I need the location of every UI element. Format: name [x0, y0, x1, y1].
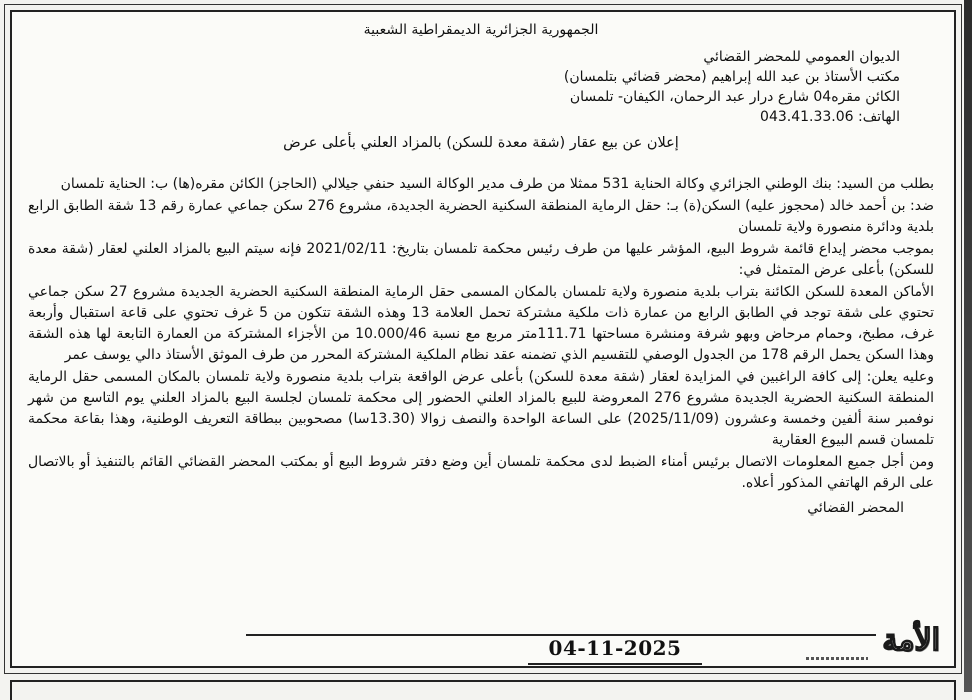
address-line: الكائن مقره04 شارع درار عبد الرحمان، الكيفان- تلمسان: [569, 89, 900, 105]
notice-content: [28, 20, 934, 519]
bailiff-line: مكتب الأستاذ بن عبد الله إبراهيم (محضر قضائي بتلمسان): [563, 69, 900, 85]
newspaper-logo-text: الأمة: [882, 623, 940, 658]
publication-date: 04-11-2025: [548, 636, 682, 660]
office-line: الديوان العمومي للمحضر القضائي: [703, 49, 900, 65]
announcement-title: إعلان عن بيع عقار (شقة معدة للسكن) بالمزاد العلني بأعلى عرض: [283, 135, 679, 151]
sale-basis-paragraph: بموجب محضر إيداع قائمة شروط البيع، المؤشر عليها من طرف رئيس محكمة تلمسان بتاريخ: 2021/02/11 فإنه سيتم البيع بالمزاد العلني لعقار (شقة معدة للسكن) بأعلى عرض المتمثل في:: [28, 241, 934, 278]
requester-paragraph: بطلب من السيد: بنك الوطني الجزائري وكالة الحناية 531 ممثلا من طرف مدير الوكالة السيد حنفي جيلالي (الحاجز) الكائن مقره(ها) ب: الحناية تلمسان: [60, 176, 934, 192]
phone-line: الهاتف: 043.41.33.06: [760, 109, 900, 125]
contact-paragraph: ومن أجل جميع المعلومات الاتصال برئيس أمناء الضبط لدى محكمة تلمسان أين وضع دفتر شروط البيع أو بمكتب المحضر القضائي القائم بالتنفيذ أو بالاتصال على الرقم الهاتفي المذكور أعلاه.: [28, 454, 934, 491]
auction-announcement-paragraph: وعليه يعلن: إلى كافة الراغبين في المزايدة لعقار (شقة معدة للسكن) بأعلى عرض الواقعة بتراب بلدية منصورة ولاية تلمسان بالمكان المسمى حقل الرماية المنطقة السكنية الحضرية الجديدة مشروع 276 المعروضة للبيع بالمزاد العلني الحضور إلى محكمة تلمسان لجلسة البيع بالمزاد العلني يوم التاسع من شهر نوفمبر سنة ألفين وخمسة وعشرون (2025/11/09) على الساعة الواحدة والنصف زوالا (13.30سا) مصحوبين ببطاقة التعريف الوطنية، وهذا بقاعة محكمة تلمسان قسم البيوع العقارية: [28, 369, 934, 448]
date-underline: [528, 663, 702, 665]
next-notice-box: [10, 680, 956, 700]
logo-tagline-mark: [806, 657, 868, 660]
defendant-paragraph: ضد: بن أحمد خالد (محجوز عليه) السكن(ة) بـ: حقل الرماية المنطقة السكنية الحضرية الجديدة، مشروع 276 سكن جماعي عمارة رقم 13 شقة الطابق الرابع بلدية ودائرة منصورة ولاية تلمسان: [28, 198, 934, 235]
property-description-paragraph: الأماكن المعدة للسكن الكائنة بتراب بلدية منصورة ولاية تلمسان بالمكان المسمى حقل الرماية المنطقة السكنية الحضرية الجديدة مشروع 27 سكن جماعي تحتوي على شقة توجد في الطابق الرابع من عمارة ذات ملكية مشتركة تحمل العلامة 13 وهذه الشقة تتكون من 5 غرف تحتوي على قاعة استقبال وأربعة غرف، مطبخ، وحمام مرحاض وبهو شرفة ومنشرة مساحتها 111.71متر مربع مع نسبة 10.000/46 من الأجزاء المشتركة من العمارة التابعة لها هذه الشقة وهذا السكن يحمل الرقم 178 من الجدول الوصفي للتقسيم الذي تضمنه عقد نظام الملكية المشتركة المحرر من طرف الموثق الأستاذ دالي يوسف عمر: [28, 284, 935, 363]
republic-heading: الجمهورية الجزائرية الديمقراطية الشعبية: [363, 22, 599, 38]
bailiff-header: [28, 47, 934, 127]
signature: المحضر القضائي: [807, 500, 904, 516]
newspaper-logo: [800, 624, 940, 662]
page-edge-strip: [964, 0, 972, 692]
